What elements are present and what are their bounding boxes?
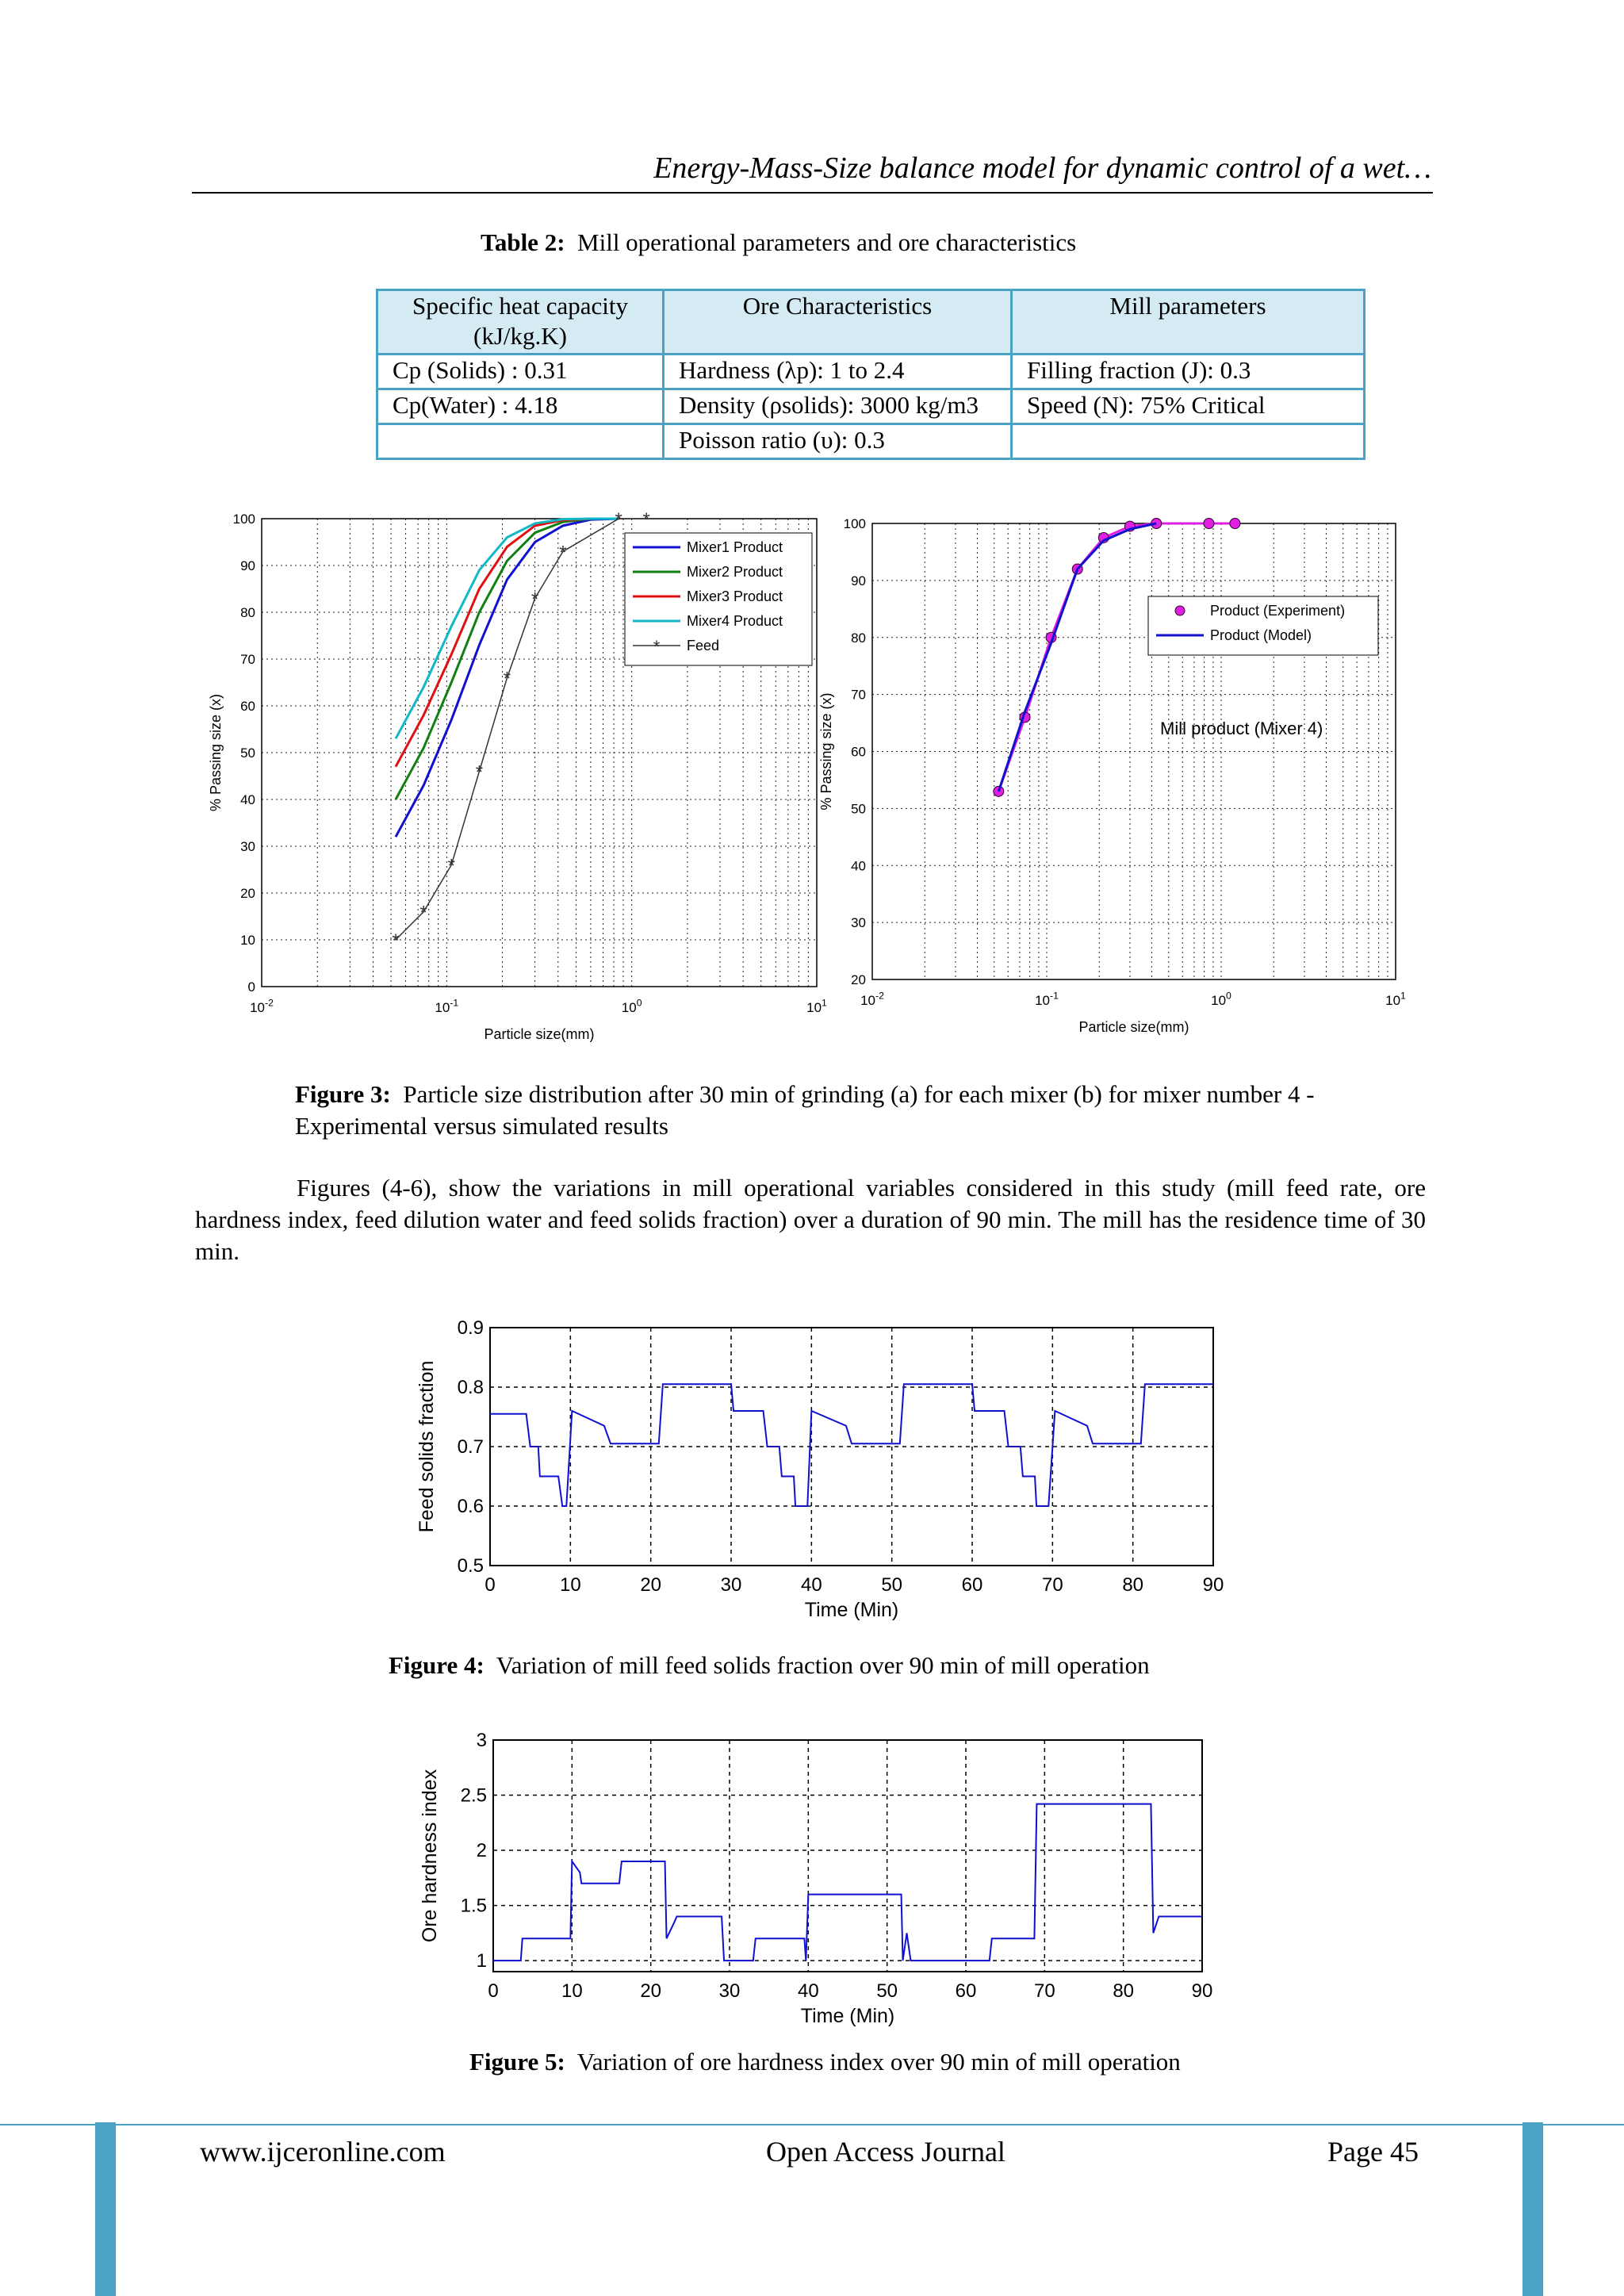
y-tick-label: 3 bbox=[476, 1730, 487, 1751]
x-tick-label: 90 bbox=[1202, 1574, 1224, 1596]
x-tick-label: 80 bbox=[1113, 1980, 1135, 2002]
x-tick-label: 50 bbox=[876, 1980, 898, 2002]
figure3-caption bbox=[295, 1079, 1437, 1142]
footer-rule bbox=[0, 2124, 1624, 2125]
y-tick-label: 70 bbox=[851, 687, 866, 703]
x-axis-label: Time (Min) bbox=[804, 1599, 899, 1621]
y-tick-label: 50 bbox=[851, 801, 866, 817]
table2-cell: Poisson ratio (υ): 0.3 bbox=[664, 424, 1012, 459]
table2-caption-text: Mill operational parameters and ore characteristics bbox=[577, 228, 1077, 256]
figure4-caption-text: Variation of mill feed solids fraction over 90 min of mill operation bbox=[496, 1651, 1150, 1679]
footer-journal: Open Access Journal bbox=[766, 2136, 1005, 2168]
y-tick-label: 100 bbox=[232, 512, 255, 527]
table2-cell: Speed (N): 75% Critical bbox=[1012, 389, 1365, 424]
y-tick-label: 60 bbox=[240, 699, 255, 714]
data-point: * bbox=[615, 509, 622, 531]
x-tick-label: 40 bbox=[797, 1980, 819, 2002]
data-point: * bbox=[475, 761, 484, 784]
x-tick-label: 20 bbox=[640, 1980, 662, 2002]
data-point: * bbox=[642, 509, 650, 531]
table2-caption bbox=[481, 227, 1076, 259]
y-tick-label: 0.7 bbox=[457, 1436, 484, 1458]
x-tick-label: 30 bbox=[718, 1980, 741, 2002]
data-point: * bbox=[447, 855, 455, 877]
table2-cell: Filling fraction (J): 0.3 bbox=[1012, 355, 1365, 389]
y-tick-label: 60 bbox=[851, 744, 866, 760]
legend-label: Product (Model) bbox=[1210, 627, 1312, 643]
x-tick-label: 80 bbox=[1122, 1574, 1144, 1596]
y-tick-label: 2 bbox=[476, 1840, 487, 1862]
legend-label: Mixer1 Product bbox=[687, 539, 783, 555]
figure5-chart bbox=[396, 1713, 1253, 2038]
x-tick-label: $10^{-1}$ bbox=[435, 997, 459, 1015]
table2-cell: Cp(Water) : 4.18 bbox=[377, 389, 664, 424]
figure3-caption-label: Figure 3: bbox=[295, 1080, 391, 1108]
x-tick-label: $10^{-2}$ bbox=[250, 997, 274, 1015]
table2-row bbox=[377, 389, 1365, 424]
figure4-caption bbox=[389, 1650, 1150, 1681]
table2 bbox=[376, 289, 1365, 460]
y-tick-label: 0.9 bbox=[457, 1317, 484, 1339]
x-tick-label: $10^0$ bbox=[621, 997, 642, 1015]
footer-right-bar bbox=[1522, 2122, 1543, 2296]
series-line bbox=[396, 519, 646, 940]
figure4-chart bbox=[396, 1301, 1253, 1634]
y-axis-label: % Passing size (x) bbox=[208, 693, 224, 812]
table2-cell: Density (ρsolids): 3000 kg/m3 bbox=[664, 389, 1012, 424]
y-axis-label: Ore hardness index bbox=[419, 1769, 441, 1943]
x-axis-label: Time (Min) bbox=[800, 2005, 895, 2027]
x-tick-label: 10 bbox=[561, 1980, 583, 2002]
x-tick-label: 60 bbox=[955, 1980, 977, 2002]
y-tick-label: 0.5 bbox=[457, 1555, 484, 1577]
y-tick-label: 100 bbox=[843, 516, 866, 531]
y-tick-label: 0 bbox=[247, 979, 255, 995]
x-tick-label: 90 bbox=[1191, 1980, 1213, 2002]
data-point: * bbox=[503, 668, 511, 690]
data-point: * bbox=[530, 588, 539, 611]
table2-header-cell: Ore Characteristics bbox=[664, 290, 1012, 355]
x-tick-label: $10^{-1}$ bbox=[1035, 990, 1059, 1008]
table2-cell bbox=[377, 424, 664, 459]
legend-label: Mixer2 Product bbox=[687, 564, 783, 580]
y-tick-label: 20 bbox=[851, 972, 866, 987]
y-tick-label: 80 bbox=[851, 630, 866, 646]
x-tick-label: $10^0$ bbox=[1211, 990, 1231, 1008]
y-tick-label: 80 bbox=[240, 605, 255, 620]
figure3b-chart bbox=[809, 500, 1443, 1047]
plot-frame bbox=[493, 1740, 1202, 1972]
figure4-caption-label: Figure 4: bbox=[389, 1651, 485, 1679]
table2-header-cell: Mill parameters bbox=[1012, 290, 1365, 355]
y-tick-label: 20 bbox=[240, 886, 255, 901]
chart-annotation: Mill product (Mixer 4) bbox=[1160, 718, 1323, 738]
figure5-caption bbox=[469, 2046, 1181, 2078]
figure5-caption-text: Variation of ore hardness index over 90 min of mill operation bbox=[576, 2048, 1181, 2076]
y-tick-label: 10 bbox=[240, 933, 255, 948]
series-line bbox=[490, 1384, 1213, 1506]
legend-marker: * bbox=[653, 637, 661, 657]
x-tick-label: 10 bbox=[559, 1574, 581, 1596]
x-axis-label: Particle size(mm) bbox=[1078, 1019, 1189, 1035]
y-tick-label: 1.5 bbox=[460, 1895, 487, 1917]
body-paragraph bbox=[195, 1172, 1426, 1267]
table2-cell: Hardness (λp): 1 to 2.4 bbox=[664, 355, 1012, 389]
y-tick-label: 2.5 bbox=[460, 1784, 487, 1807]
y-axis-label: Feed solids fraction bbox=[416, 1360, 438, 1533]
header-rule bbox=[192, 192, 1433, 194]
y-tick-label: 40 bbox=[851, 858, 866, 874]
y-tick-label: 90 bbox=[240, 558, 255, 573]
x-tick-label: 0 bbox=[488, 1980, 499, 2002]
table2-row bbox=[377, 424, 1365, 459]
table2-cell bbox=[1012, 424, 1365, 459]
data-point: * bbox=[559, 542, 567, 564]
y-axis-label: % Passing size (x) bbox=[818, 692, 834, 811]
x-axis-label: Particle size(mm) bbox=[484, 1026, 595, 1042]
y-tick-label: 0.8 bbox=[457, 1377, 484, 1398]
table2-cell: Cp (Solids) : 0.31 bbox=[377, 355, 664, 389]
y-tick-label: 30 bbox=[851, 915, 866, 931]
x-tick-label: 0 bbox=[485, 1574, 496, 1596]
legend-label: Feed bbox=[687, 638, 720, 654]
figure3a-chart bbox=[190, 500, 848, 1047]
table2-row bbox=[377, 355, 1365, 389]
data-point bbox=[1204, 519, 1214, 529]
legend-label: Product (Experiment) bbox=[1210, 603, 1346, 619]
x-tick-label: 20 bbox=[640, 1574, 662, 1596]
plot-frame bbox=[490, 1328, 1213, 1566]
data-point: * bbox=[419, 902, 427, 924]
y-tick-label: 0.6 bbox=[457, 1496, 484, 1517]
x-tick-label: 70 bbox=[1033, 1980, 1055, 2002]
table2-header-row bbox=[377, 290, 1365, 355]
x-tick-label: $10^{-2}$ bbox=[860, 990, 884, 1008]
y-tick-label: 40 bbox=[240, 792, 255, 807]
figure3-caption-text: Particle size distribution after 30 min of grinding (a) for each mixer (b) for mixer number 4 - Experimental versus simulated results bbox=[295, 1080, 1315, 1140]
y-tick-label: 30 bbox=[240, 839, 255, 854]
x-tick-label: 50 bbox=[881, 1574, 903, 1596]
footer-page-number: Page 45 bbox=[1327, 2136, 1419, 2168]
paragraph-text: Figures (4-6), show the variations in mill operational variables considered in this study (mill feed rate, ore hardness index, feed dilution water and feed solids fraction) over a duration of 90 min. The mill has the residence time of 30 min. bbox=[195, 1174, 1426, 1265]
x-tick-label: $10^1$ bbox=[1385, 990, 1406, 1008]
y-tick-label: 1 bbox=[476, 1950, 487, 1972]
data-point: * bbox=[392, 930, 400, 952]
legend-label: Mixer3 Product bbox=[687, 588, 783, 604]
y-tick-label: 70 bbox=[240, 652, 255, 667]
table2-caption-label: Table 2: bbox=[481, 228, 565, 256]
table2-header-cell: Specific heat capacity (kJ/kg.K) bbox=[377, 290, 664, 355]
footer-website-link[interactable]: www.ijceronline.com bbox=[200, 2136, 446, 2168]
series-line bbox=[493, 1804, 1202, 1961]
x-tick-label: 70 bbox=[1041, 1574, 1063, 1596]
footer-left-bar bbox=[95, 2122, 116, 2296]
data-point bbox=[1230, 519, 1240, 529]
legend-label: Mixer4 Product bbox=[687, 613, 783, 629]
x-tick-label: $10^1$ bbox=[806, 997, 827, 1015]
y-tick-label: 50 bbox=[240, 746, 255, 761]
running-header: Energy-Mass-Size balance model for dynamic control of a wet… bbox=[653, 151, 1431, 185]
x-tick-label: 60 bbox=[961, 1574, 983, 1596]
x-tick-label: 40 bbox=[800, 1574, 822, 1596]
y-tick-label: 90 bbox=[851, 573, 866, 588]
x-tick-label: 30 bbox=[720, 1574, 742, 1596]
legend-marker bbox=[1175, 606, 1185, 615]
figure5-caption-label: Figure 5: bbox=[469, 2048, 565, 2076]
